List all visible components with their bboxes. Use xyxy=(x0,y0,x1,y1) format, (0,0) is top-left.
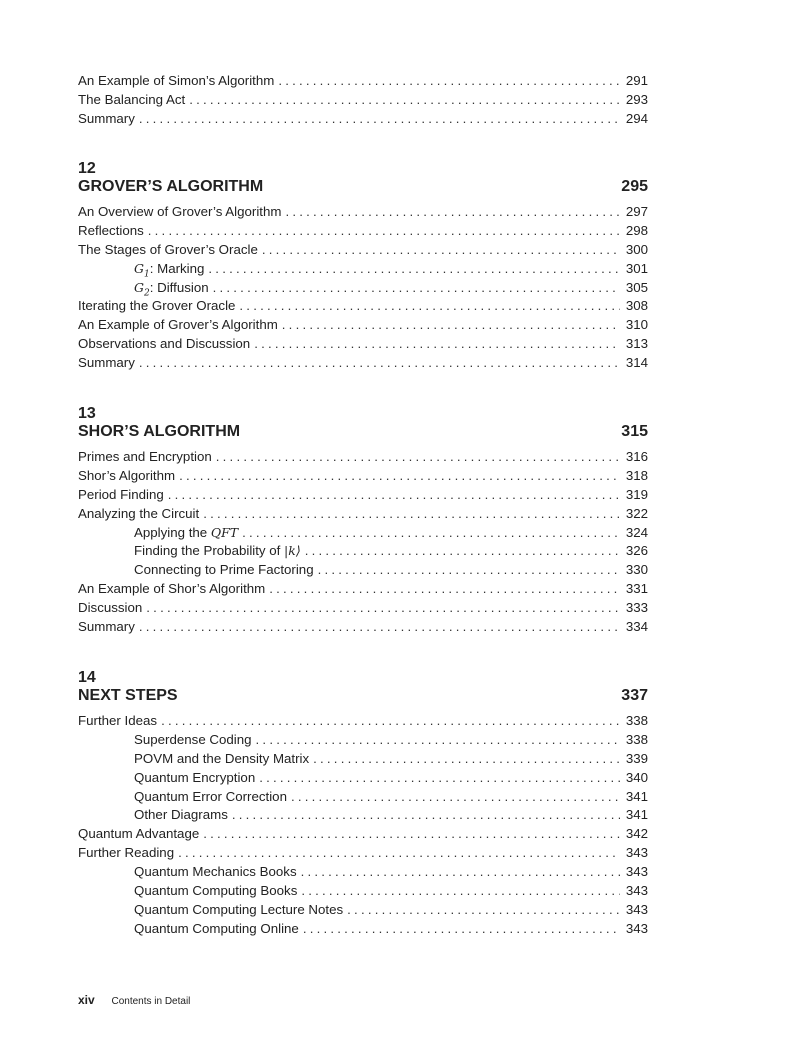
entry-text: Observations and Discussion xyxy=(78,336,251,352)
entry-title xyxy=(78,599,146,618)
entry-title xyxy=(134,882,301,901)
toc-entry[interactable] xyxy=(78,561,648,580)
entry-title xyxy=(78,618,139,637)
entry-page: 338 xyxy=(625,713,648,728)
chapter-number: 13 xyxy=(78,405,96,422)
entry-text: Superdense Coding xyxy=(134,731,252,747)
entry-title xyxy=(134,863,301,882)
math-symbol: $G_1$ xyxy=(134,260,150,280)
toc-entry[interactable] xyxy=(78,542,648,561)
toc-section xyxy=(78,160,648,373)
toc-entry[interactable] xyxy=(78,260,648,279)
dot-leader xyxy=(291,788,620,807)
entry-title xyxy=(134,524,242,543)
chapter-page: 295 xyxy=(621,178,648,195)
entry-title xyxy=(78,222,148,241)
entry-page: 297 xyxy=(625,204,648,219)
toc-entry[interactable] xyxy=(78,335,648,354)
entry-page: 338 xyxy=(625,731,648,747)
toc-entry[interactable] xyxy=(78,844,648,863)
dot-leader xyxy=(139,618,620,637)
toc-entry[interactable] xyxy=(78,222,648,241)
dot-leader xyxy=(203,825,620,844)
entry-title xyxy=(134,769,259,788)
dot-leader xyxy=(239,297,619,316)
entry-text: Quantum Encryption xyxy=(134,769,256,785)
toc-entry[interactable] xyxy=(78,750,648,769)
entry-text: Applying the xyxy=(134,524,211,540)
toc-entry[interactable] xyxy=(78,354,648,373)
entry-text: Connecting to Prime Factoring xyxy=(134,562,314,578)
dot-leader xyxy=(139,354,620,373)
toc-entry[interactable] xyxy=(78,467,648,486)
entry-title xyxy=(134,561,318,580)
entry-page: 300 xyxy=(625,241,648,257)
dot-leader xyxy=(262,241,620,260)
entry-page: 291 xyxy=(625,73,648,88)
entry-text: Quantum Error Correction xyxy=(134,788,287,804)
chapter-page: 337 xyxy=(621,687,648,704)
dot-leader xyxy=(285,203,619,222)
entry-title xyxy=(78,72,278,91)
entry-text: Further Ideas xyxy=(78,713,158,728)
entry-page: 298 xyxy=(625,222,648,238)
toc-section xyxy=(78,405,648,637)
entry-title xyxy=(78,448,216,467)
dot-leader xyxy=(254,335,620,354)
toc-entry[interactable] xyxy=(78,920,648,939)
entry-title xyxy=(78,467,179,486)
toc-entry[interactable] xyxy=(78,863,648,882)
dot-leader xyxy=(189,91,620,110)
dot-leader xyxy=(269,580,620,599)
toc-entry[interactable] xyxy=(78,505,648,524)
toc-entry[interactable] xyxy=(78,731,648,750)
toc-entry[interactable] xyxy=(78,486,648,505)
entry-text: An Example of Simon’s Algorithm xyxy=(78,73,275,88)
toc-entry[interactable] xyxy=(78,580,648,599)
entry-text: Further Reading xyxy=(78,845,175,861)
dot-leader xyxy=(213,279,620,298)
toc-entry[interactable] xyxy=(78,901,648,920)
toc-entry[interactable] xyxy=(78,825,648,844)
toc-entry[interactable] xyxy=(78,316,648,335)
dot-leader xyxy=(347,901,620,920)
entry-text: POVM and the Density Matrix xyxy=(134,750,310,766)
entry-title xyxy=(78,297,239,316)
chapter-page: 315 xyxy=(621,423,648,440)
math-symbol: |k⟩ xyxy=(284,543,301,559)
entry-page: 324 xyxy=(625,524,648,540)
toc-entry[interactable] xyxy=(78,241,648,260)
chapter-number: 14 xyxy=(78,669,96,686)
entry-title xyxy=(134,920,303,939)
entry-title xyxy=(78,335,254,354)
page-number: xiv xyxy=(78,993,95,1007)
entry-page: 343 xyxy=(625,845,648,861)
entry-text: Other Diagrams xyxy=(134,807,228,823)
toc-entry[interactable] xyxy=(78,110,648,129)
entry-page: 342 xyxy=(625,826,648,842)
toc-entry[interactable] xyxy=(78,618,648,637)
dot-leader xyxy=(303,920,620,939)
dot-leader xyxy=(139,110,620,129)
toc-entry[interactable] xyxy=(78,203,648,222)
entry-text: An Example of Grover’s Algorithm xyxy=(78,317,278,333)
entry-text: An Overview of Grover’s Algorithm xyxy=(78,204,282,219)
entry-text: Primes and Encryption xyxy=(78,449,212,464)
entry-text: Quantum Mechanics Books xyxy=(134,864,297,880)
entry-page: 322 xyxy=(625,505,648,521)
entry-title xyxy=(134,901,347,920)
entry-title xyxy=(78,580,269,599)
dot-leader xyxy=(146,599,620,618)
toc-entry[interactable] xyxy=(78,279,648,298)
toc-entry[interactable] xyxy=(78,72,648,91)
entry-title xyxy=(134,731,256,750)
dot-leader xyxy=(259,769,620,788)
entry-text: Quantum Computing Online xyxy=(134,920,299,936)
entry-page: 308 xyxy=(625,298,648,314)
entry-title xyxy=(78,712,161,731)
entry-text: Period Finding xyxy=(78,486,164,502)
chapter-title: GROVER’S ALGORITHM xyxy=(78,178,264,195)
toc-entry[interactable] xyxy=(78,769,648,788)
math-symbol: $G_2$ xyxy=(134,279,150,299)
toc-section xyxy=(78,72,648,129)
entry-title xyxy=(78,844,178,863)
entry-text: : Marking xyxy=(149,260,205,276)
entry-title xyxy=(78,241,262,260)
dot-leader xyxy=(168,486,620,505)
entry-page: 318 xyxy=(625,467,648,483)
entry-title xyxy=(78,486,168,505)
dot-leader xyxy=(178,844,620,863)
entry-title xyxy=(78,316,282,335)
entry-page: 343 xyxy=(625,864,648,880)
entry-text: The Balancing Act xyxy=(78,91,186,107)
entry-title xyxy=(78,354,139,373)
entry-text: Quantum Advantage xyxy=(78,826,200,842)
dot-leader xyxy=(318,561,620,580)
entry-page: 343 xyxy=(625,883,648,899)
chapter-number: 12 xyxy=(78,160,96,177)
entry-page: 294 xyxy=(625,110,648,126)
toc-entry[interactable] xyxy=(78,524,648,543)
entry-page: 333 xyxy=(625,600,648,616)
dot-leader xyxy=(216,448,620,467)
entry-page: 339 xyxy=(625,750,648,766)
dot-leader xyxy=(301,863,620,882)
entry-page: 334 xyxy=(625,619,648,635)
entry-page: 305 xyxy=(625,279,648,295)
dot-leader xyxy=(208,260,619,279)
entry-text: The Stages of Grover’s Oracle xyxy=(78,241,258,257)
toc-entry[interactable] xyxy=(78,788,648,807)
entry-text: Reflections xyxy=(78,222,144,238)
entry-title xyxy=(134,750,313,769)
entry-page: 330 xyxy=(625,562,648,578)
entry-title xyxy=(78,825,203,844)
page-footer xyxy=(78,993,190,1007)
math-subscript: 2 xyxy=(144,288,150,299)
running-head: Contents in Detail xyxy=(111,996,191,1007)
chapter-title: SHOR’S ALGORITHM xyxy=(78,423,241,440)
dot-leader xyxy=(301,882,619,901)
chapter-title: NEXT STEPS xyxy=(78,687,178,704)
entry-page: 331 xyxy=(625,581,648,597)
dot-leader xyxy=(313,750,620,769)
entry-page: 301 xyxy=(625,260,648,276)
dot-leader xyxy=(148,222,620,241)
entry-page: 326 xyxy=(625,543,648,559)
dot-leader xyxy=(203,505,620,524)
dot-leader xyxy=(179,467,620,486)
entry-text: Quantum Computing Books xyxy=(134,883,298,899)
toc-entry[interactable] xyxy=(78,448,648,467)
entry-title xyxy=(134,542,305,561)
dot-leader xyxy=(161,712,620,731)
entry-text: Shor’s Algorithm xyxy=(78,467,176,483)
chapter-heading[interactable] xyxy=(78,178,648,196)
entry-text: Discussion xyxy=(78,600,143,616)
entry-text: An Example of Shor’s Algorithm xyxy=(78,581,266,597)
entry-title xyxy=(78,505,203,524)
entry-text: Summary xyxy=(78,355,135,371)
toc-entry[interactable] xyxy=(78,599,648,618)
entry-text: Iterating the Grover Oracle xyxy=(78,298,236,314)
toc-section xyxy=(78,669,648,939)
entry-title xyxy=(134,806,232,825)
entry-text: Summary xyxy=(78,619,135,635)
dot-leader xyxy=(232,806,620,825)
entry-title xyxy=(134,788,291,807)
entry-text: Quantum Computing Lecture Notes xyxy=(134,901,344,917)
toc-entry[interactable] xyxy=(78,806,648,825)
chapter-heading[interactable] xyxy=(78,423,648,441)
entry-page: 293 xyxy=(625,91,648,107)
entry-page: 313 xyxy=(625,336,648,352)
entry-text: Summary xyxy=(78,110,135,126)
dot-leader xyxy=(305,542,620,561)
entry-text: : Diffusion xyxy=(149,279,209,295)
entry-page: 319 xyxy=(625,486,648,502)
entry-page: 341 xyxy=(625,807,648,823)
entry-page: 343 xyxy=(625,901,648,917)
toc-entry[interactable] xyxy=(78,882,648,901)
dot-leader xyxy=(256,731,620,750)
entry-title xyxy=(78,110,139,129)
dot-leader xyxy=(278,72,619,91)
entry-title xyxy=(78,91,189,110)
entry-page: 314 xyxy=(625,355,648,371)
entry-text: Analyzing the Circuit xyxy=(78,505,200,521)
dot-leader xyxy=(242,524,620,543)
dot-leader xyxy=(282,316,620,335)
entry-page: 341 xyxy=(625,788,648,804)
math-symbol: QFT xyxy=(210,524,239,540)
entry-page: 316 xyxy=(625,449,648,464)
entry-text: Finding the Probability of xyxy=(134,543,285,559)
toc-entry[interactable] xyxy=(78,91,648,110)
toc-entry[interactable] xyxy=(78,712,648,731)
entry-title xyxy=(78,203,285,222)
math-subscript: 1 xyxy=(144,269,150,280)
entry-page: 310 xyxy=(625,317,648,333)
toc-entry[interactable] xyxy=(78,297,648,316)
entry-page: 340 xyxy=(625,769,648,785)
entry-page: 343 xyxy=(625,920,648,936)
chapter-heading[interactable] xyxy=(78,687,648,705)
